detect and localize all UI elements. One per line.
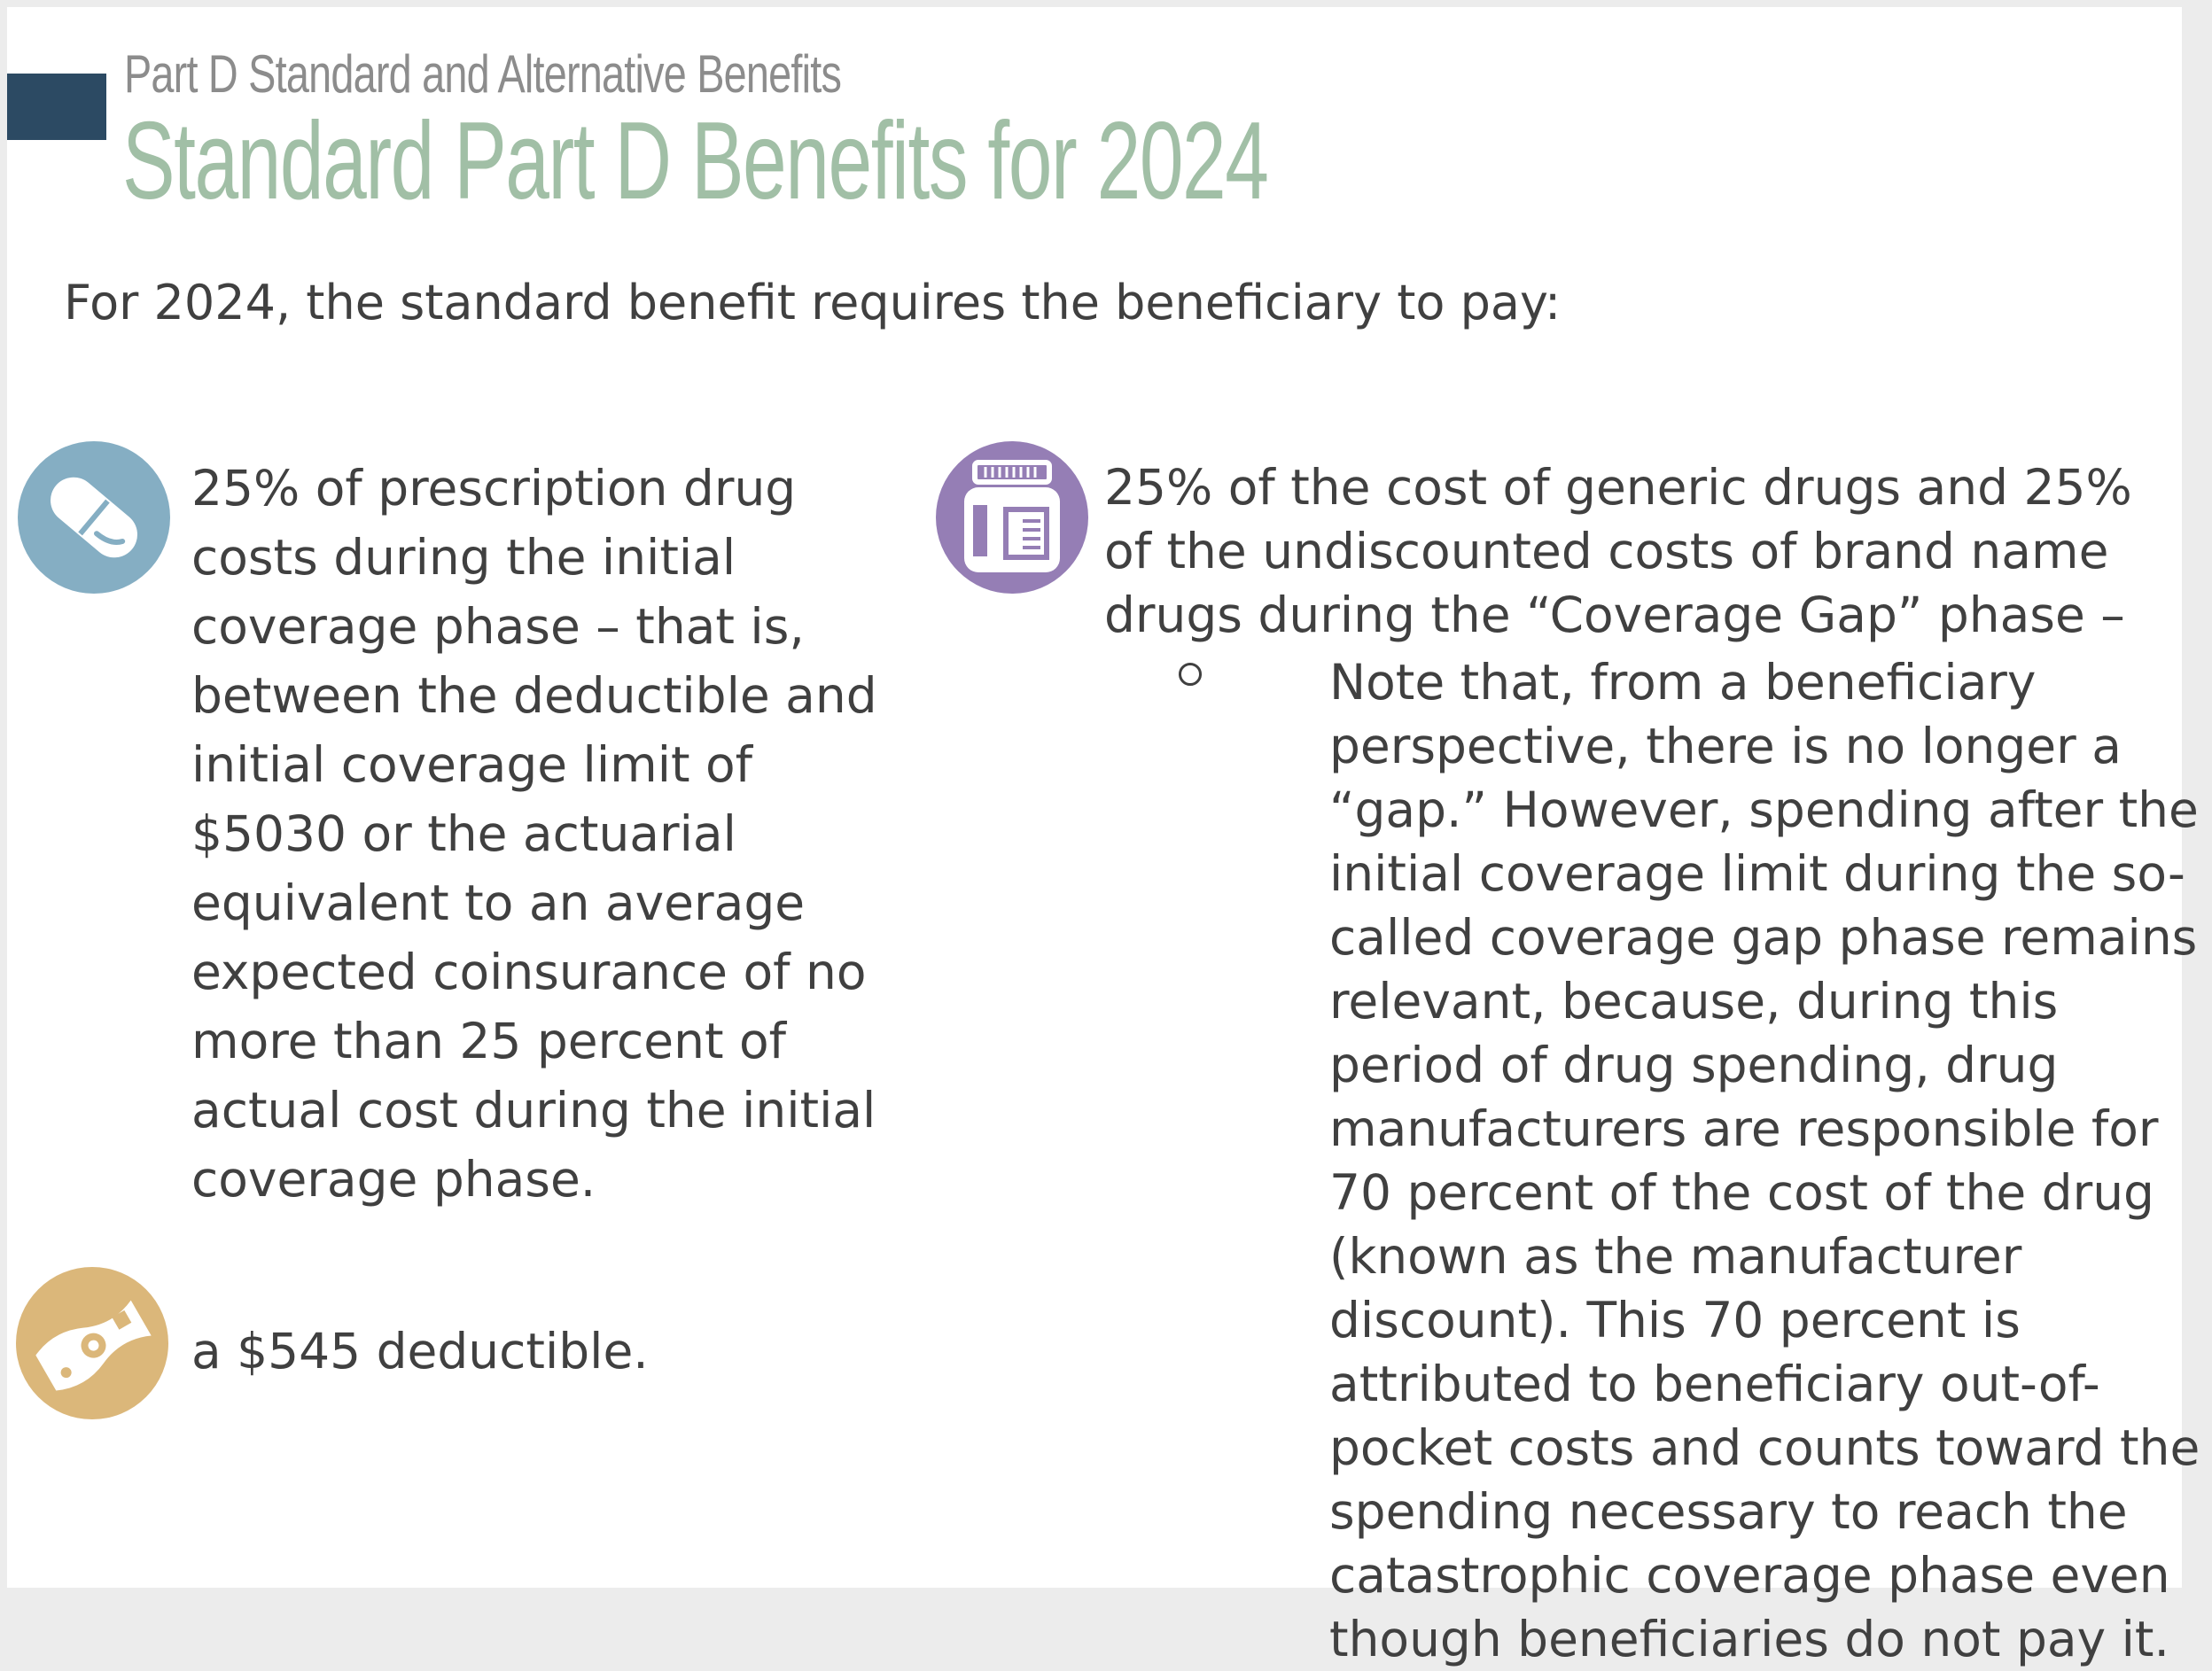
- pill-icon: [18, 441, 170, 594]
- initial-coverage-text: 25% of prescription drug costs during the initial coverage phase – that is, between the deductible and initial coverage limit of $5030 or the actuarial equivalent to an average expected coinsurance of no more than 25 percent of actual cost during the initial coverage phase.: [191, 460, 877, 1208]
- coverage-gap-text: 25% of the cost of generic drugs and 25% of the undiscounted costs of brand name drugs during the “Coverage Gap” phase –: [1104, 459, 2132, 643]
- coverage-gap-note-text: Note that, from a beneficiary perspective, there is no longer a “gap.” However, spending after the initial coverage limit during the so-called coverage gap phase remains relevant, because, during this period of drug spending, drug manufacturers are responsible for 70 percent of the cost of the drug (known as the manufacturer discount). This 70 percent is attributed to beneficiary out-of-pocket costs and counts toward the spending necessary to reach the catastrophic coverage phase even though beneficiaries do not pay it.: [1329, 654, 2200, 1667]
- bullet-circle-icon: [1179, 663, 1202, 686]
- slide: [7, 7, 2200, 1667]
- deductible-text: a $545 deductible.: [191, 1323, 649, 1380]
- page-title: Standard Part D Benefits for 2024: [122, 100, 1268, 222]
- header-accent-bar: [7, 74, 106, 140]
- money-bill-icon: [16, 1267, 168, 1419]
- section-subtitle: Part D Standard and Alternative Benefits: [124, 44, 842, 104]
- intro-text: For 2024, the standard benefit requires the beneficiary to pay:: [64, 275, 1562, 330]
- pill-bottle-icon: [936, 441, 1088, 594]
